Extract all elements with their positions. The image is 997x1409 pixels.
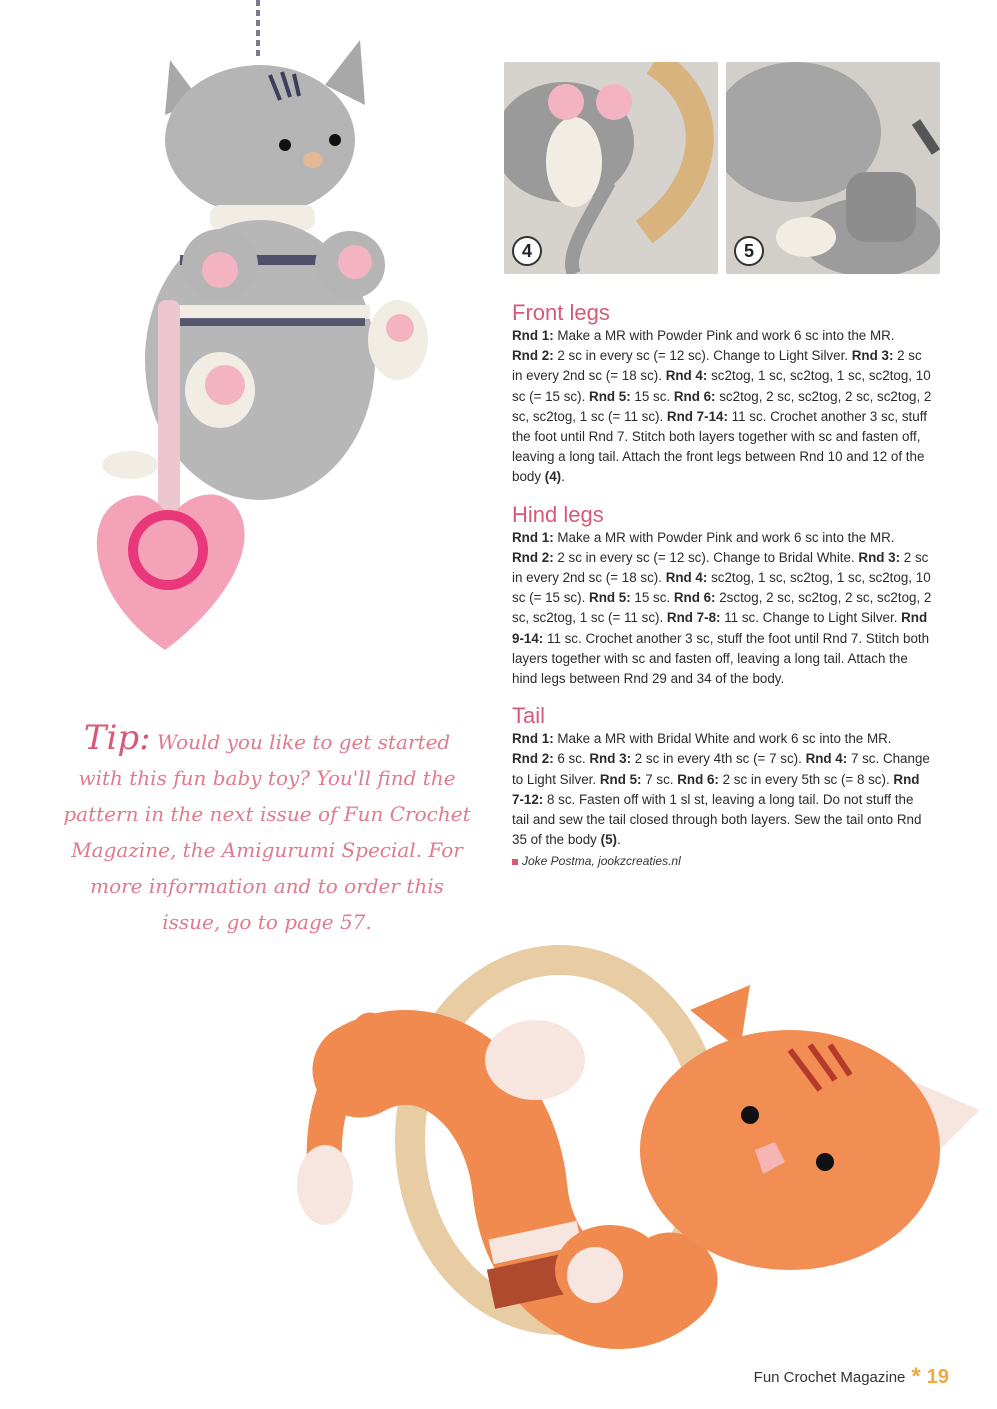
- front-legs-text: Rnd 1: Make a MR with Powder Pink and work 6 sc into the MR. Rnd 2: 2 sc in every sc (= 12 sc). Change to Light Silver. Rnd 3: 2 sc in every 2nd sc (= 18 sc). Rnd 4: sc2tog, 1 sc, sc2tog, 1 sc, sc2tog, 10 sc (= 15 sc). Rnd 5: 15 sc. Rnd 6: sc2tog, 2 sc, sc2tog, 2 sc, sc2tog, 2 sc, sc2tog, 1 sc (= 11 sc). Rnd 7-14: 11 sc. Crochet another 3 sc, stuff the foot until Rnd 7. Stitch both layers together with sc and fasten off, leaving a long tail. Attach the front legs between Rnd 10 and 12 of the body (4).: [512, 328, 932, 485]
- grey-kitten-teether-photo: [70, 0, 450, 650]
- page-number: 19: [926, 1365, 949, 1388]
- tail-section: [512, 703, 932, 850]
- pattern-instructions: [512, 300, 932, 868]
- tip-label: Tip:: [83, 718, 151, 758]
- front-legs-section: [512, 300, 932, 488]
- credit-square-icon: [512, 859, 518, 865]
- star-icon: *: [911, 1363, 921, 1390]
- page-footer: [754, 1363, 949, 1391]
- step-photo-4: [504, 62, 718, 274]
- magazine-name: Fun Crochet Magazine: [753, 1368, 906, 1386]
- step-number-badge: 4: [512, 236, 542, 266]
- hind-legs-heading: Hind legs: [512, 501, 604, 527]
- hind-legs-section: [512, 502, 932, 690]
- designer-credit: Joke Postma, jookzcreaties.nl: [512, 854, 932, 868]
- hind-legs-text: Rnd 1: Make a MR with Powder Pink and work 6 sc into the MR. Rnd 2: 2 sc in every sc (= 12 sc). Change to Bridal White. Rnd 3: 2 sc in every 2nd sc (= 18 sc). Rnd 4: sc2tog, 1 sc, sc2tog, 1 sc, sc2tog, 10 sc (= 15 sc). Rnd 5: 15 sc. Rnd 6: 2sctog, 2 sc, sc2tog, 2 sc, sc2tog, 2 sc, sc2tog, 1 sc (= 11 sc). Rnd 7-8: 11 sc. Change to Light Silver. Rnd 9-14: 11 sc. Crochet another 3 sc, stuff the foot until Rnd 7. Stitch both layers together with sc and fasten off, leaving a long tail. Attach the hind legs between Rnd 29 and 34 of the body.: [512, 529, 932, 687]
- front-legs-heading: Front legs: [512, 300, 610, 325]
- orange-kitten-ring-photo: [290, 930, 990, 1370]
- tip-callout: [62, 720, 472, 940]
- tail-text: Rnd 1: Make a MR with Bridal White and work 6 sc into the MR. Rnd 2: 6 sc. Rnd 3: 2 sc in every 4th sc (= 7 sc). Rnd 4: 7 sc. Change to Light Silver. Rnd 5: 7 sc. Rnd 6: 2 sc in every 5th sc (= 8 sc). Rnd 7-12: 8 sc. Fasten off with 1 sl st, leaving a long tail. Do not stuff the tail and sew the tail closed through both layers. Sew the tail onto Rnd 35 of the body (5).: [512, 731, 930, 848]
- step-number-badge: 5: [734, 236, 764, 266]
- step-photo-5: [726, 62, 940, 274]
- tail-heading: Tail: [512, 703, 546, 729]
- tip-text: Would you like to get started with this fun baby toy? You'll find the pattern in the next issue of Fun Crochet Magazine, the Amigurumi Special. For more information and to order this issue, go to page 57.: [63, 730, 471, 934]
